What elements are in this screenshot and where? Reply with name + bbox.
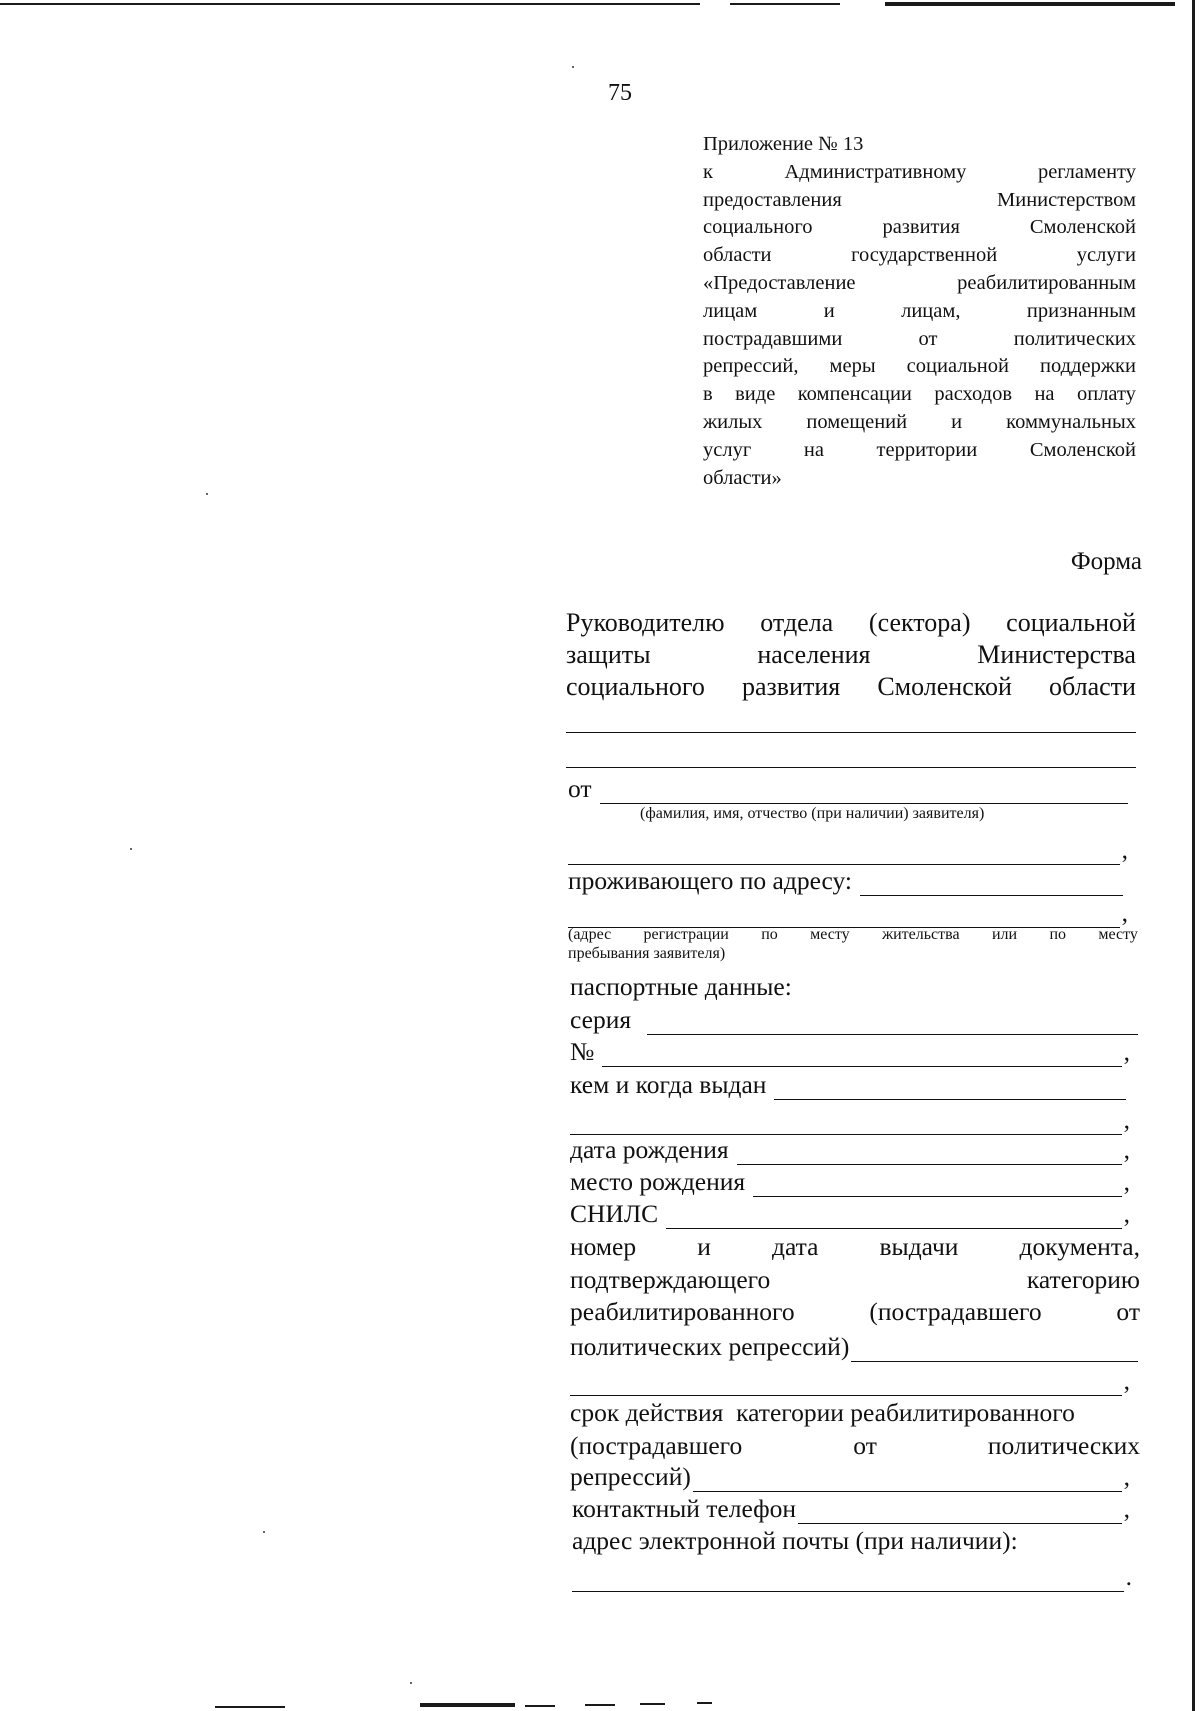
- addressee-blank-line-1[interactable]: [566, 732, 1136, 733]
- appendix-line: лицам и лицам, признанным: [703, 299, 1136, 322]
- series-label: серия: [570, 1005, 632, 1034]
- scan-bottom-mark-1: [215, 1706, 285, 1708]
- address-caption: [568, 925, 1138, 963]
- appendix-line: репрессий, меры социальной поддержки: [703, 355, 1136, 378]
- applicant-name-field[interactable]: [568, 774, 1128, 804]
- issued-label: кем и когда выдан: [570, 1070, 767, 1099]
- scan-top-line-mid: [730, 3, 840, 5]
- address-field[interactable]: [568, 866, 1123, 896]
- comma: ,: [1123, 1135, 1130, 1164]
- scan-speck: [410, 1682, 412, 1684]
- address-continuation[interactable]: [568, 898, 1128, 928]
- comma: ,: [1123, 1167, 1130, 1196]
- birth-place-field[interactable]: [570, 1167, 1130, 1197]
- scan-top-line-left: [0, 3, 700, 5]
- appendix-line: услуг на территории Смоленской: [703, 438, 1136, 461]
- scan-bottom-mark-6: [697, 1702, 712, 1704]
- paragraph-line: подтверждающего категорию: [570, 1264, 1140, 1294]
- phone-label: контактный телефон: [572, 1494, 796, 1523]
- appendix-title: Приложение № 13: [703, 133, 864, 155]
- paragraph-line: (пострадавшего от политических: [570, 1431, 1140, 1460]
- scan-bottom-mark-5: [640, 1703, 665, 1705]
- form-label: Форма: [1070, 548, 1142, 575]
- term-paragraph: [570, 1430, 1140, 1463]
- appendix-line-last: области»: [703, 466, 782, 489]
- comma: ,: [1123, 1366, 1130, 1395]
- series-blank[interactable]: [647, 1010, 1138, 1035]
- scan-speck: [206, 493, 208, 495]
- address-blank[interactable]: [860, 871, 1123, 896]
- scan-bottom-mark-3: [525, 1705, 555, 1707]
- addressee-blank-line-2[interactable]: [566, 767, 1136, 768]
- email-blank[interactable]: [572, 1567, 1124, 1592]
- term-line-1: срок действия категории реабилитированного: [570, 1398, 1075, 1427]
- period: .: [1125, 1562, 1132, 1591]
- comma: ,: [1123, 1037, 1130, 1066]
- category-document-continuation[interactable]: [570, 1366, 1130, 1396]
- appendix-line: области государственной услуги: [703, 244, 1136, 267]
- addressee-line: социального развития Смоленской области: [566, 672, 1136, 701]
- number-blank[interactable]: [602, 1042, 1121, 1067]
- appendix-line: жилых помещений и коммунальных: [703, 410, 1136, 433]
- scan-speck: [263, 1531, 265, 1533]
- paragraph-line: номер и дата выдачи документа,: [570, 1232, 1140, 1261]
- address-caption-line: (адрес регистрации по месту жительства или по месту: [568, 926, 1138, 943]
- snils-field[interactable]: [570, 1199, 1130, 1229]
- comma: ,: [1123, 1494, 1130, 1523]
- addressee-line: защиты населения Министерства: [566, 640, 1136, 669]
- birth-place-label: место рождения: [570, 1167, 746, 1196]
- applicant-name-blank-2[interactable]: [568, 840, 1120, 865]
- passport-series-field[interactable]: [570, 1005, 1138, 1035]
- appendix-line: к Административному регламенту: [703, 160, 1136, 183]
- number-label: №: [570, 1037, 595, 1066]
- scan-speck: [572, 66, 574, 68]
- addressee-line: Руководителю отдела (сектора) социальной: [566, 608, 1136, 637]
- passport-label: паспортные данные:: [570, 972, 792, 1001]
- comma: ,: [1121, 898, 1128, 927]
- category-document-field[interactable]: [570, 1332, 1138, 1362]
- appendix-line: в виде компенсации расходов на оплату: [703, 383, 1136, 406]
- birth-date-blank[interactable]: [737, 1140, 1122, 1165]
- page-number: 75: [608, 80, 632, 106]
- from-label: от: [568, 774, 592, 803]
- appendix-line: пострадавшими от политических: [703, 327, 1136, 350]
- category-document-label: политических репрессий): [570, 1332, 850, 1361]
- scan-right-edge: [1192, 0, 1195, 1711]
- address-label: проживающего по адресу:: [568, 866, 852, 895]
- birth-place-blank[interactable]: [753, 1172, 1121, 1197]
- snils-blank[interactable]: [666, 1204, 1121, 1229]
- comma: ,: [1123, 1462, 1130, 1491]
- issued-blank-2[interactable]: [570, 1110, 1122, 1135]
- phone-blank[interactable]: [798, 1499, 1122, 1524]
- issued-by-continuation[interactable]: [570, 1105, 1130, 1135]
- appendix-line: социального развития Смоленской: [703, 216, 1136, 239]
- appendix-line: «Предоставление реабилитированным: [703, 271, 1136, 294]
- issued-blank[interactable]: [774, 1075, 1126, 1100]
- comma: ,: [1121, 835, 1128, 864]
- comma: ,: [1123, 1199, 1130, 1228]
- category-document-blank[interactable]: [851, 1337, 1138, 1362]
- applicant-name-blank[interactable]: [600, 779, 1128, 804]
- address-caption-line-2: пребывания заявителя): [568, 945, 726, 962]
- email-field[interactable]: [572, 1562, 1132, 1592]
- term-field[interactable]: [570, 1462, 1130, 1492]
- category-document-paragraph: [570, 1231, 1140, 1329]
- scan-top-line-right: [885, 2, 1175, 6]
- category-document-blank-2[interactable]: [570, 1371, 1122, 1396]
- comma: ,: [1123, 1105, 1130, 1134]
- term-blank[interactable]: [693, 1467, 1122, 1492]
- birth-date-label: дата рождения: [570, 1135, 729, 1164]
- addressee-block: [566, 607, 1136, 703]
- birth-date-field[interactable]: [570, 1135, 1130, 1165]
- applicant-name-continuation[interactable]: [568, 835, 1128, 865]
- passport-number-field[interactable]: [570, 1037, 1130, 1067]
- applicant-name-caption: (фамилия, имя, отчество (при наличии) заявителя): [640, 805, 985, 822]
- phone-field[interactable]: [572, 1494, 1130, 1524]
- email-label: адрес электронной почты (при наличии):: [572, 1526, 1018, 1555]
- issued-by-field[interactable]: [570, 1070, 1126, 1100]
- scan-bottom-mark-2: [420, 1703, 515, 1707]
- appendix-line: предоставления Министерством: [703, 188, 1136, 211]
- scan-speck: [130, 848, 132, 850]
- term-label: репрессий): [570, 1462, 691, 1491]
- scan-bottom-mark-4: [585, 1704, 615, 1706]
- appendix-header: [703, 131, 1136, 492]
- paragraph-line: реабилитированного (пострадавшего от: [570, 1297, 1140, 1326]
- snils-label: СНИЛС: [570, 1199, 659, 1228]
